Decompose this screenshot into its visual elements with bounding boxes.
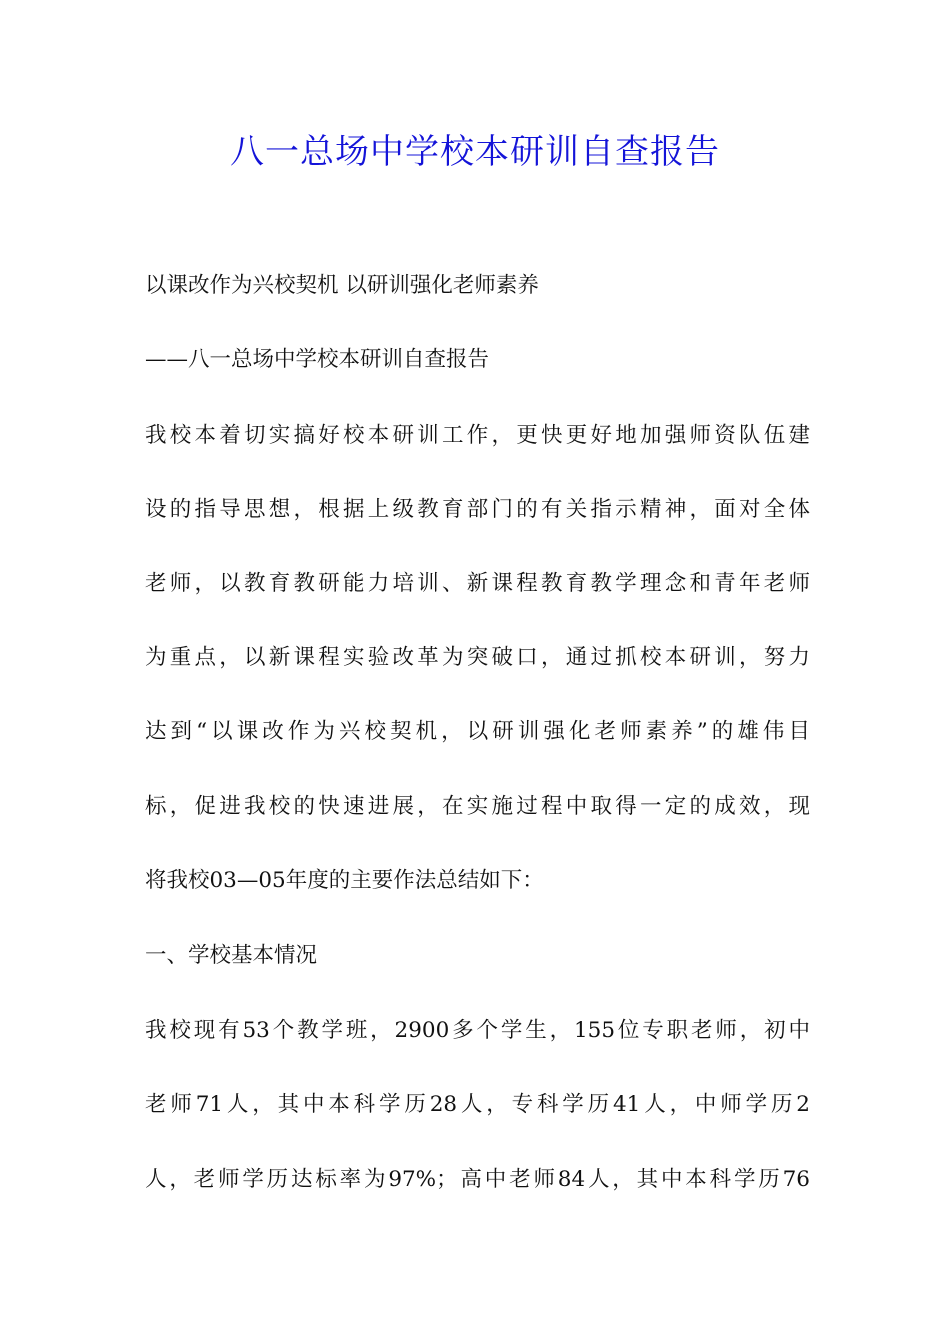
document-title: 八一总场中学校本研训自查报告 bbox=[230, 132, 720, 172]
section-heading: 一、学校基本情况 bbox=[145, 943, 318, 968]
intro-line: 我校本着切实搞好校本研训工作，更快更好地加强师资队伍建 bbox=[145, 423, 810, 448]
section-line: 我校现有53个教学班，2900多个学生，155位专职老师，初中 bbox=[145, 1018, 810, 1043]
intro-line: 老师，以教育教研能力培训、新课程教育教学理念和青年老师 bbox=[145, 571, 810, 596]
section-line: 老师71人，其中本科学历28人，专科学历41人，中师学历2 bbox=[145, 1092, 810, 1117]
intro-line: 标，促进我校的快速进展，在实施过程中取得一定的成效，现 bbox=[145, 794, 810, 819]
intro-line: 为重点，以新课程实验改革为突破口，通过抓校本研训，努力 bbox=[145, 645, 810, 670]
document-subtitle: 以课改作为兴校契机 以研训强化老师素养 bbox=[145, 273, 539, 298]
document-byline: ——八一总场中学校本研训自查报告 bbox=[145, 347, 490, 372]
intro-line: 达到“以课改作为兴校契机，以研训强化老师素养”的雄伟目 bbox=[145, 719, 810, 744]
intro-line: 设的指导思想，根据上级教育部门的有关指示精神，面对全体 bbox=[145, 497, 810, 522]
section-line: 人，老师学历达标率为97%；高中老师84人，其中本科学历76 bbox=[145, 1167, 810, 1192]
intro-line: 将我校03—05年度的主要作法总结如下： bbox=[145, 868, 544, 893]
